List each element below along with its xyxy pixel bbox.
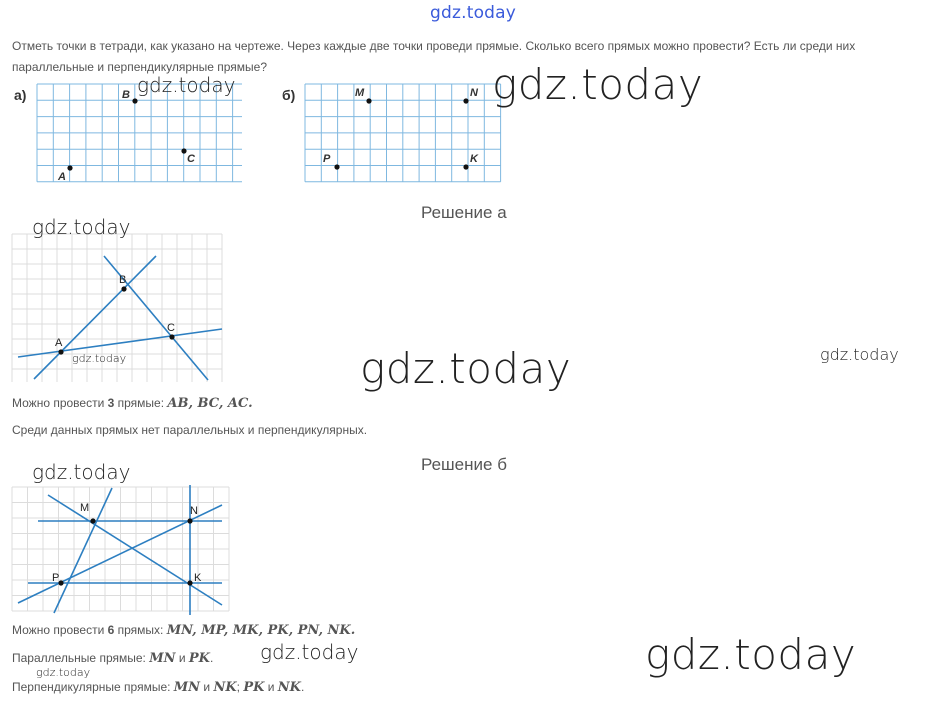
solution-b-parallel [12, 651, 213, 666]
point-c-label: C [187, 153, 195, 165]
sol-a-label-b: B [119, 274, 127, 286]
lines-list: MN, MP, MK, PK, PN, NK. [166, 623, 356, 638]
point-m-label: M [355, 87, 365, 99]
point-k-label: K [470, 153, 478, 165]
perp-and: и [264, 680, 278, 694]
perp-line-2: NK [213, 680, 237, 695]
perp-line-3: PK [243, 680, 265, 695]
watermark: gdz.today [260, 640, 359, 664]
watermark: gdz.today [492, 60, 704, 109]
figure-b-label: б) [282, 87, 296, 103]
figure-a-label: а) [14, 87, 27, 103]
solution-b-heading: Решение б [421, 455, 507, 474]
count-value: 6 [107, 623, 115, 637]
count-value: 3 [107, 396, 115, 410]
parallel-and: и [175, 651, 189, 665]
solution-b-count [12, 623, 355, 638]
sol-a-label-a: A [55, 337, 63, 349]
watermark: gdz.today [32, 215, 131, 239]
sol-b-label-p: P [52, 572, 60, 584]
sol-a-point-c [169, 334, 174, 339]
perp-prefix: Перпендикулярные прямые: [12, 680, 174, 694]
sol-a-point-a [58, 349, 63, 354]
point-p [334, 164, 339, 169]
watermark: gdz.today [820, 345, 899, 364]
point-m [366, 98, 371, 103]
point-n-label: N [470, 87, 478, 99]
sol-b-point-m [90, 518, 95, 523]
task-text: Отметь точки в тетради, как указано на чертеже. Через каждые две точки проведи прямые. Сколько всего прямых можно провести? Есть ли среди них параллельные и перпендикулярные прямые? [12, 39, 856, 74]
count-prefix: Можно провести [12, 396, 108, 410]
point-b [132, 98, 137, 103]
lines-list: AB, BC, AC. [167, 396, 253, 411]
site-link[interactable]: gdz.today [430, 3, 517, 23]
watermark: gdz.today [645, 630, 857, 679]
point-n [463, 98, 468, 103]
sol-a-label-c: C [167, 322, 175, 334]
point-k [463, 164, 468, 169]
perp-and: и [200, 680, 214, 694]
figure-b [280, 80, 502, 190]
point-p-label: P [323, 153, 331, 165]
watermark: gdz.today [360, 344, 572, 393]
sol-b-label-n: N [190, 505, 198, 517]
watermark: gdz.today [137, 73, 236, 97]
watermark: gdz.today [36, 666, 91, 679]
point-a-label: A [58, 171, 66, 183]
parallel-line-2: PK [188, 651, 210, 666]
perp-end: . [300, 680, 305, 694]
point-b-label: B [122, 89, 130, 101]
sol-a-point-b [121, 286, 126, 291]
point-a [67, 165, 72, 170]
solution-b-figure [10, 485, 232, 615]
solution-a-heading: Решение а [421, 203, 507, 222]
watermark: gdz.today [72, 352, 127, 365]
count-suffix: прямые: [114, 396, 168, 410]
perp-line-4: NK [277, 680, 301, 695]
sol-b-label-k: K [194, 572, 202, 584]
point-c [181, 148, 186, 153]
parallel-line-1: MN [149, 651, 176, 666]
count-prefix: Можно провести [12, 623, 108, 637]
parallel-end: . [209, 651, 214, 665]
perp-line-1: MN [173, 680, 201, 695]
solution-a-count [12, 396, 253, 411]
count-suffix: прямых: [114, 623, 167, 637]
perp-sep: ; [236, 680, 244, 694]
parallel-prefix: Параллельные прямые: [12, 651, 150, 665]
sol-b-point-n [187, 518, 192, 523]
solution-a-note: Среди данных прямых нет параллельных и перпендикулярных. [12, 423, 368, 437]
solution-b-perpendicular [12, 680, 304, 695]
watermark: gdz.today [32, 460, 131, 484]
sol-b-point-k [187, 580, 192, 585]
sol-b-label-m: M [80, 502, 90, 514]
